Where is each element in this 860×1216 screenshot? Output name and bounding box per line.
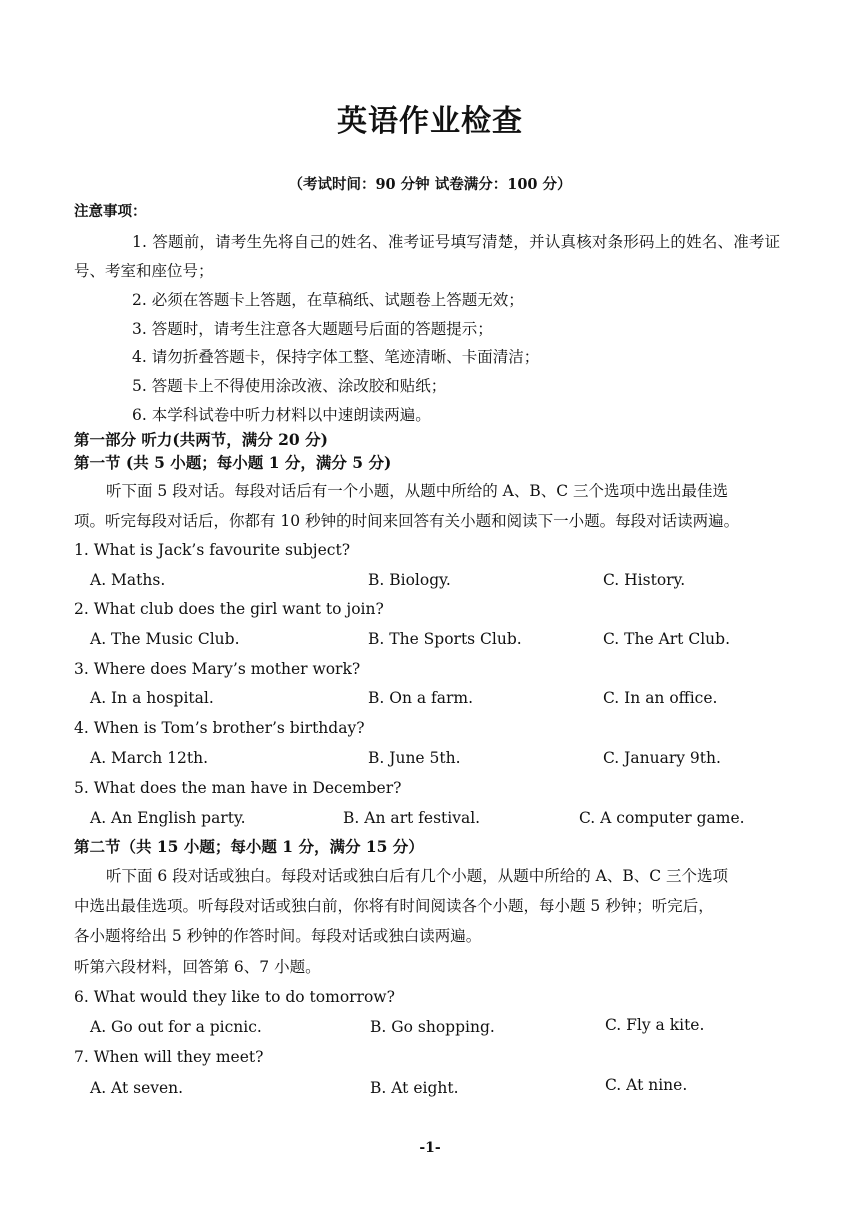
- option-a: A. The Music Club.: [90, 630, 240, 648]
- notice-item: 3. 答题时，请考生注意各大题题号后面的答题提示；: [132, 320, 493, 338]
- option-c: C. The Art Club.: [603, 630, 730, 648]
- section2-instructions: 听下面 6 段对话或独白。每段对话或独白后有几个小题，从题中所给的 A、B、C 三个选项: [106, 867, 729, 885]
- exam-info: （考试时间：90 分钟 试卷满分：100 分）: [288, 176, 572, 193]
- option-a: A. At seven.: [90, 1079, 184, 1097]
- option-a: A. Go out for a picnic.: [90, 1018, 262, 1036]
- option-c: C. History.: [603, 571, 686, 589]
- page-title: 英语作业检查: [337, 104, 523, 139]
- option-a: A. March 12th.: [90, 749, 209, 767]
- option-c: C. At nine.: [605, 1076, 688, 1094]
- question-text: 6. What would they like to do tomorrow?: [74, 988, 395, 1006]
- option-a: A. An English party.: [90, 809, 246, 827]
- option-b: B. At eight.: [370, 1079, 459, 1097]
- option-b: B. On a farm.: [368, 689, 474, 707]
- option-a: A. In a hospital.: [90, 689, 214, 707]
- section2-instructions: 各小题将给出 5 秒钟的作答时间。每段对话或独白读两遍。: [74, 927, 482, 945]
- notice-item: 2. 必须在答题卡上答题，在草稿纸、试题卷上答题无效；: [132, 291, 524, 309]
- option-c: C. In an office.: [603, 689, 718, 707]
- option-b: B. An art festival.: [343, 809, 481, 827]
- notice-item: 5. 答题卡上不得使用涂改液、涂改胶和贴纸；: [132, 377, 447, 395]
- question-text: 4. When is Tom’s brother’s birthday?: [74, 719, 365, 737]
- notice-heading: 注意事项：: [74, 203, 147, 220]
- question-text: 1. What is Jack’s favourite subject?: [74, 541, 351, 559]
- option-b: B. The Sports Club.: [368, 630, 522, 648]
- question-text: 2. What club does the girl want to join?: [74, 600, 384, 618]
- section1-instructions: 听下面 5 段对话。每段对话后有一个小题，从题中所给的 A、B、C 三个选项中选出最佳选: [106, 482, 729, 500]
- section1-instructions: 项。听完每段对话后，你都有 10 秒钟的时间来回答有关小题和阅读下一小题。每段对话读两遍。: [74, 512, 740, 530]
- notice-item: 6. 本学科试卷中听力材料以中速朗读两遍。: [132, 406, 431, 424]
- option-c: C. January 9th.: [603, 749, 721, 767]
- notice-item: 1. 答题前，请考生先将自己的姓名、准考证号填写清楚，并认真核对条形码上的姓名、准考证: [132, 233, 781, 251]
- section1-heading: 第一节 (共 5 小题；每小题 1 分，满分 5 分): [74, 453, 392, 472]
- question-text: 7. When will they meet?: [74, 1048, 264, 1066]
- option-b: B. Biology.: [368, 571, 451, 589]
- option-a: A. Maths.: [90, 571, 166, 589]
- option-b: B. June 5th.: [368, 749, 461, 767]
- section2-instructions: 中选出最佳选项。听每段对话或独白前，你将有时间阅读各个小题，每小题 5 秒钟；听完后，: [74, 897, 714, 915]
- page-number: -1-: [419, 1140, 441, 1156]
- question-text: 3. Where does Mary’s mother work?: [74, 660, 361, 678]
- option-c: C. A computer game.: [579, 809, 745, 827]
- question-text: 5. What does the man have in December?: [74, 779, 402, 797]
- notice-item: 4. 请勿折叠答题卡，保持字体工整、笔迹清晰、卡面清洁；: [132, 348, 540, 366]
- section2-heading: 第二节（共 15 小题；每小题 1 分，满分 15 分）: [74, 837, 424, 856]
- option-c: C. Fly a kite.: [605, 1016, 705, 1034]
- notice-item: 号、考室和座位号；: [74, 262, 214, 280]
- option-b: B. Go shopping.: [370, 1018, 495, 1036]
- material-heading: 听第六段材料，回答第 6、7 小题。: [74, 958, 321, 976]
- part1-heading: 第一部分 听力(共两节，满分 20 分): [74, 430, 328, 449]
